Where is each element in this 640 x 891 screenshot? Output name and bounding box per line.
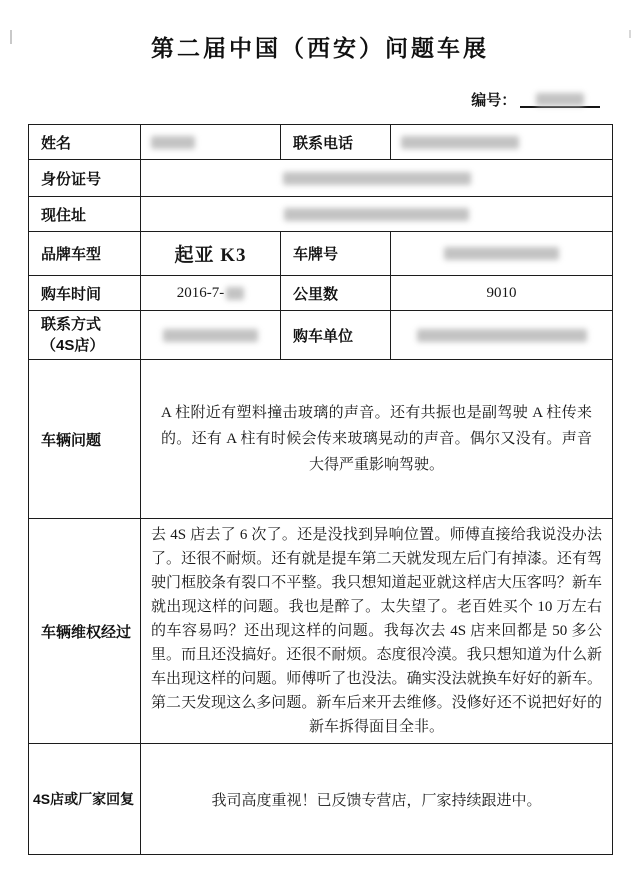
row-name-phone	[29, 125, 613, 160]
serial-label: 编号：	[471, 92, 517, 109]
row-id-number	[29, 160, 613, 197]
process-label-cell	[29, 519, 141, 744]
plate-label-cell	[281, 232, 391, 276]
process-label: 车辆维权经过	[41, 623, 132, 641]
problem-label: 车辆问题	[41, 431, 102, 449]
brand-label-cell	[29, 232, 141, 276]
id-label-cell	[29, 160, 141, 197]
id-value-redacted	[283, 172, 471, 185]
scan-artifact-left	[10, 30, 12, 44]
purchase-date-day-redacted	[226, 287, 244, 300]
contact-label-line1: 联系方式	[41, 316, 102, 333]
mileage-label: 公里数	[293, 285, 339, 303]
row-brand-plate	[29, 232, 613, 276]
dealer-value-cell	[391, 311, 613, 360]
contact-label-cell	[29, 311, 141, 360]
address-value-redacted	[284, 208, 469, 221]
page-title: 第二届中国（西安）问题车展	[151, 35, 489, 61]
plate-label: 车牌号	[293, 246, 339, 263]
purchase-date-text: 2016-7-	[176, 284, 225, 301]
plate-value-cell	[391, 232, 613, 276]
row-date-mileage	[29, 276, 613, 311]
phone-value-redacted	[401, 136, 519, 149]
name-value-cell	[141, 125, 281, 160]
purchase-date-value	[177, 285, 245, 302]
row-address	[29, 197, 613, 232]
address-label: 现住址	[41, 206, 87, 224]
dealer-label: 购车单位	[293, 327, 354, 345]
id-value-cell	[141, 160, 613, 197]
name-label: 姓名	[41, 134, 72, 152]
purchase-date-label: 购车时间	[41, 285, 102, 303]
dealer-value-redacted	[417, 329, 587, 342]
serial-value-redacted	[536, 93, 584, 106]
contact-label-line2: （4S店）	[41, 337, 105, 354]
complaint-form-table	[28, 124, 613, 855]
row-rights-process	[29, 519, 613, 744]
phone-label-cell	[281, 125, 391, 160]
serial-row	[0, 89, 640, 109]
plate-value-redacted	[444, 247, 559, 260]
mileage-label-cell	[281, 276, 391, 311]
name-value-redacted	[151, 136, 195, 149]
purchase-date-label-cell	[29, 276, 141, 311]
mileage-value: 9010	[486, 284, 517, 301]
brand-value: 起亚 K3	[174, 245, 247, 266]
address-value-cell	[141, 197, 613, 232]
brand-value-cell	[141, 232, 281, 276]
reply-label: 4S店或厂家回复	[33, 791, 135, 807]
id-label: 身份证号	[41, 170, 102, 188]
contact-value-cell	[141, 311, 281, 360]
contact-value-redacted	[163, 329, 258, 342]
problem-text-cell: A 柱附近有塑料撞击玻璃的声音。还有共振也是副驾驶 A 柱传来的。还有 A 柱有时候会传来玻璃晃动的声音。偶尔又没有。声音大得严重影响驾驶。	[141, 360, 613, 519]
reply-text-cell: 我司高度重视！已反馈专营店，厂家持续跟进中。	[141, 744, 613, 855]
process-text-cell: 去 4S 店去了 6 次了。还是没找到异响位置。师傅直接给我说没办法了。还很不耐烦。还有就是提车第二天就发现左后门有掉漆。还有驾驶门框胶条有裂口不平整。我只想知道起亚就这样店大压客吗？新车就出现这样的问题。我也是醉了。太失望了。老百姓买个 10 万左右的车容易吗？还出现这样的问题。我每次去 4S 店来回都是 50 多公里。而且还没搞好。还很不耐烦。态度很冷漠。我只想知道为什么新车出现这样的问题。师傅听了也没法。确实没法就换车好好的新车。第二天发现这么多问题。新车后来开去维修。没修好还不说把好好的新车拆得面目全非。	[141, 519, 613, 744]
scan-artifact-right	[629, 30, 631, 38]
purchase-date-value-cell	[141, 276, 281, 311]
brand-label: 品牌车型	[41, 246, 102, 263]
problem-label-cell	[29, 360, 141, 519]
row-dealer-reply	[29, 744, 613, 855]
address-label-cell	[29, 197, 141, 232]
serial-value-underline	[520, 91, 600, 108]
row-contact-dealer	[29, 311, 613, 360]
mileage-value-cell	[391, 276, 613, 311]
dealer-label-cell	[281, 311, 391, 360]
row-vehicle-problem	[29, 360, 613, 519]
phone-value-cell	[391, 125, 613, 160]
phone-label: 联系电话	[293, 134, 354, 152]
reply-label-cell	[29, 744, 141, 855]
name-label-cell	[29, 125, 141, 160]
